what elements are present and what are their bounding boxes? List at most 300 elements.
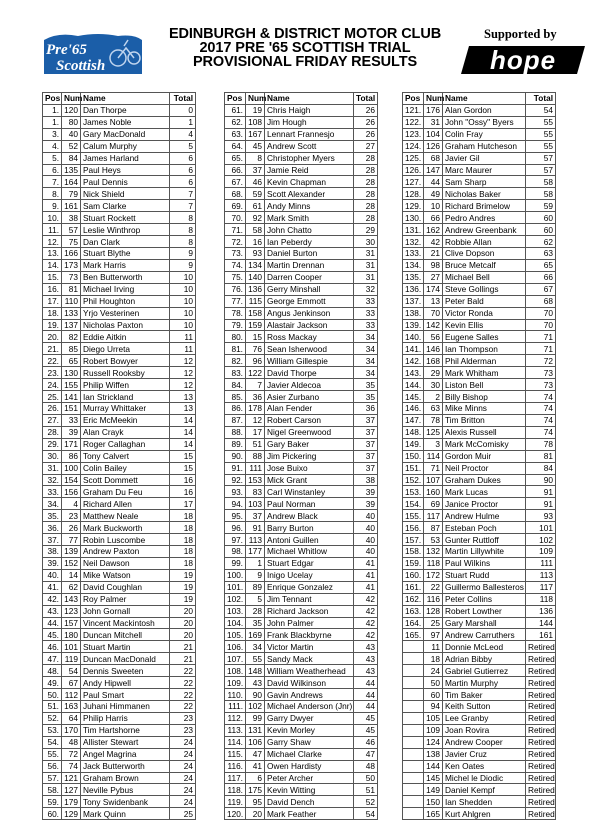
table-row <box>43 784 196 796</box>
rider-name-cell: Jose Buixo <box>265 462 354 474</box>
num-cell: 31 <box>424 116 443 128</box>
rider-name-cell: David Dench <box>265 796 354 808</box>
num-cell: 7 <box>246 379 265 391</box>
table-row <box>225 176 378 188</box>
table-row <box>403 581 556 593</box>
table-row <box>225 712 378 724</box>
table-row <box>43 224 196 236</box>
total-cell: 15 <box>170 450 196 462</box>
rider-name-cell: Stuart Martin <box>81 641 170 653</box>
table-row <box>225 629 378 641</box>
pos-cell: 69. <box>225 200 246 212</box>
rider-name-cell: Esteban Poch <box>443 522 526 534</box>
num-cell: 44 <box>424 176 443 188</box>
rider-name-cell: Robert Bowyer <box>81 355 170 367</box>
pos-cell: 97. <box>225 534 246 546</box>
num-cell: 9 <box>246 569 265 581</box>
table-row <box>403 426 556 438</box>
table-header-row <box>225 93 378 105</box>
pos-cell: 81. <box>225 343 246 355</box>
rider-name-cell: Jim Hough <box>265 116 354 128</box>
results-table-body <box>43 104 196 819</box>
table-row <box>225 188 378 200</box>
table-row <box>403 498 556 510</box>
num-cell: 152 <box>62 557 81 569</box>
col-header-total: Total <box>354 93 378 105</box>
num-cell: 100 <box>62 462 81 474</box>
table-row <box>43 271 196 283</box>
rider-name-cell: Graham Brown <box>81 772 170 784</box>
table-row <box>403 450 556 462</box>
results-table-body <box>225 104 378 819</box>
rider-name-cell: Kurt Ahlgren <box>443 808 526 820</box>
total-cell: 20 <box>170 629 196 641</box>
rider-name-cell: Ian Thompson <box>443 343 526 355</box>
table-row <box>225 701 378 713</box>
table-row <box>403 665 556 677</box>
rider-name-cell: Dan Clark <box>81 236 170 248</box>
num-cell: 140 <box>246 271 265 283</box>
pos-cell: 142. <box>403 355 424 367</box>
table-row <box>43 116 196 128</box>
num-cell: 145 <box>424 772 443 784</box>
table-row <box>403 724 556 736</box>
total-cell: 33 <box>354 295 378 307</box>
num-cell: 13 <box>424 295 443 307</box>
col-header-num: Num <box>246 93 265 105</box>
table-row <box>225 367 378 379</box>
table-row <box>403 438 556 450</box>
total-cell: 111 <box>526 557 556 569</box>
total-cell: 24 <box>170 748 196 760</box>
pos-cell: 46. <box>43 641 62 653</box>
rider-name-cell: Peter Archer <box>265 772 354 784</box>
total-cell: 39 <box>354 498 378 510</box>
total-cell: 102 <box>526 534 556 546</box>
rider-name-cell: Christopher Myers <box>265 152 354 164</box>
pos-cell: 86. <box>225 402 246 414</box>
pos-cell: 110. <box>225 689 246 701</box>
pos-cell: 30. <box>43 450 62 462</box>
pos-cell <box>403 724 424 736</box>
rider-name-cell: Nicholas Paxton <box>81 319 170 331</box>
num-cell: 118 <box>424 557 443 569</box>
pos-cell: 119. <box>225 796 246 808</box>
total-cell: Retired <box>526 701 556 713</box>
table-row <box>403 522 556 534</box>
num-cell: 164 <box>62 176 81 188</box>
rider-name-cell: Ross Mackay <box>265 331 354 343</box>
table-row <box>403 402 556 414</box>
num-cell: 47 <box>246 748 265 760</box>
rider-name-cell: Javier Cruz <box>443 748 526 760</box>
num-cell: 120 <box>62 104 81 116</box>
rider-name-cell: Russell Rooksby <box>81 367 170 379</box>
num-cell: 5 <box>246 593 265 605</box>
total-cell: 9 <box>170 259 196 271</box>
table-row <box>225 164 378 176</box>
rider-name-cell: Sean Isherwood <box>265 343 354 355</box>
rider-name-cell: Tim Hartshorne <box>81 724 170 736</box>
table-row <box>43 379 196 391</box>
num-cell: 71 <box>424 462 443 474</box>
total-cell: 9 <box>170 247 196 259</box>
results-table-3 <box>402 92 556 820</box>
num-cell: 167 <box>246 128 265 140</box>
num-cell: 3 <box>424 438 443 450</box>
rider-name-cell: Yrjo Vesterinen <box>81 307 170 319</box>
total-cell: 20 <box>170 605 196 617</box>
table-row <box>403 176 556 188</box>
rider-name-cell: Nigel Greenwood <box>265 426 354 438</box>
total-cell: 31 <box>354 271 378 283</box>
table-row <box>43 772 196 784</box>
table-row <box>225 402 378 414</box>
rider-name-cell: Nicholas Baker <box>443 188 526 200</box>
table-row <box>403 760 556 772</box>
table-row <box>403 355 556 367</box>
table-row <box>43 510 196 522</box>
rider-name-cell: Billy Bishop <box>443 391 526 403</box>
pos-cell: 25. <box>43 391 62 403</box>
num-cell: 4 <box>62 498 81 510</box>
col-header-num: Num <box>424 93 443 105</box>
rider-name-cell: Martin Murphy <box>443 677 526 689</box>
pos-cell: 61. <box>225 104 246 116</box>
rider-name-cell: Kevin Morley <box>265 724 354 736</box>
total-cell: 31 <box>354 247 378 259</box>
total-cell: 41 <box>354 581 378 593</box>
table-row <box>43 546 196 558</box>
num-cell: 124 <box>424 736 443 748</box>
pos-cell: 38. <box>43 546 62 558</box>
pos-cell: 23. <box>43 367 62 379</box>
total-cell: 10 <box>170 295 196 307</box>
rider-name-cell: Gary MacDonald <box>81 128 170 140</box>
rider-name-cell: Garry Dwyer <box>265 712 354 724</box>
total-cell: 12 <box>170 379 196 391</box>
total-cell: 60 <box>526 212 556 224</box>
num-cell: 37 <box>246 510 265 522</box>
total-cell: 14 <box>170 438 196 450</box>
table-row <box>225 438 378 450</box>
pos-cell: 104. <box>225 617 246 629</box>
num-cell: 90 <box>246 689 265 701</box>
pos-cell: 163. <box>403 605 424 617</box>
pos-cell: 19. <box>43 319 62 331</box>
pos-cell: 141. <box>403 343 424 355</box>
rider-name-cell: Mark Smith <box>265 212 354 224</box>
pos-cell: 57. <box>43 772 62 784</box>
rider-name-cell: Mick Grant <box>265 474 354 486</box>
total-cell: 113 <box>526 569 556 581</box>
rider-name-cell: Sandy Mack <box>265 653 354 665</box>
table-row <box>225 295 378 307</box>
pos-cell: 137. <box>403 295 424 307</box>
rider-name-cell: Ben Butterworth <box>81 271 170 283</box>
table-row <box>225 474 378 486</box>
rider-name-cell: Robert Lowther <box>443 605 526 617</box>
rider-name-cell: David Coughlan <box>81 581 170 593</box>
rider-name-cell: Eric McMeekin <box>81 414 170 426</box>
num-cell: 83 <box>246 486 265 498</box>
num-cell: 97 <box>424 629 443 641</box>
col-header-pos: Pos <box>225 93 246 105</box>
table-row <box>43 402 196 414</box>
num-cell: 78 <box>424 414 443 426</box>
num-cell: 48 <box>62 736 81 748</box>
total-cell: 6 <box>170 176 196 188</box>
sponsor-label: Supported by <box>484 27 557 41</box>
pos-cell <box>403 689 424 701</box>
num-cell: 88 <box>246 450 265 462</box>
table-row <box>43 176 196 188</box>
pos-cell: 130. <box>403 212 424 224</box>
pos-cell: 60. <box>43 808 62 820</box>
pos-cell: 53. <box>43 724 62 736</box>
total-cell: 47 <box>354 748 378 760</box>
pos-cell: 146. <box>403 402 424 414</box>
num-cell: 113 <box>246 534 265 546</box>
rider-name-cell: Mark Buckworth <box>81 522 170 534</box>
rider-name-cell: Andrew Paxton <box>81 546 170 558</box>
table-row <box>43 665 196 677</box>
pos-cell: 159. <box>403 557 424 569</box>
pos-cell: 51. <box>43 701 62 713</box>
num-cell: 94 <box>424 701 443 713</box>
table-row <box>403 748 556 760</box>
rider-name-cell: Nick Shield <box>81 188 170 200</box>
hope-brand-logo <box>461 45 585 75</box>
pos-cell: 79. <box>225 319 246 331</box>
total-cell: 6 <box>170 152 196 164</box>
num-cell: 52 <box>62 140 81 152</box>
total-cell: 18 <box>170 510 196 522</box>
num-cell: 80 <box>62 116 81 128</box>
num-cell: 165 <box>424 808 443 820</box>
num-cell: 57 <box>62 224 81 236</box>
num-cell: 119 <box>62 653 81 665</box>
pos-cell: 131. <box>403 224 424 236</box>
rider-name-cell: Richard Allen <box>81 498 170 510</box>
table-row <box>403 152 556 164</box>
rider-name-cell: Paul Heys <box>81 164 170 176</box>
rider-name-cell: Javier Aldecoa <box>265 379 354 391</box>
total-cell: 109 <box>526 546 556 558</box>
num-cell: 85 <box>62 343 81 355</box>
total-cell: 36 <box>354 402 378 414</box>
rider-name-cell: Michel le Diodic <box>443 772 526 784</box>
pos-cell: 6. <box>43 164 62 176</box>
table-row <box>43 152 196 164</box>
rider-name-cell: Murray Whittaker <box>81 402 170 414</box>
num-cell: 114 <box>424 450 443 462</box>
total-cell: 19 <box>170 593 196 605</box>
total-cell: 25 <box>170 808 196 820</box>
num-cell: 62 <box>62 581 81 593</box>
rider-name-cell: Gordon Muir <box>443 450 526 462</box>
table-row <box>225 224 378 236</box>
table-row <box>225 343 378 355</box>
num-cell: 2 <box>424 391 443 403</box>
num-cell: 54 <box>62 665 81 677</box>
total-cell: 8 <box>170 212 196 224</box>
pos-cell: 84. <box>225 379 246 391</box>
total-cell: 118 <box>526 593 556 605</box>
pos-cell: 160. <box>403 569 424 581</box>
pos-cell: 87. <box>225 414 246 426</box>
rider-name-cell: Michael Anderson (Jnr) <box>265 701 354 713</box>
num-cell: 180 <box>62 629 81 641</box>
rider-name-cell: George Emmott <box>265 295 354 307</box>
total-cell: 13 <box>170 402 196 414</box>
total-cell: 91 <box>526 486 556 498</box>
num-cell: 162 <box>424 224 443 236</box>
total-cell: 84 <box>526 462 556 474</box>
total-cell: 40 <box>354 522 378 534</box>
pos-cell: 27. <box>43 414 62 426</box>
total-cell: 74 <box>526 391 556 403</box>
total-cell: 40 <box>354 546 378 558</box>
total-cell: 57 <box>526 152 556 164</box>
rider-name-cell: Mark Quinn <box>81 808 170 820</box>
num-cell: 129 <box>62 808 81 820</box>
num-cell: 82 <box>62 331 81 343</box>
table-row <box>403 629 556 641</box>
num-cell: 111 <box>246 462 265 474</box>
total-cell: 21 <box>170 641 196 653</box>
total-cell: 23 <box>170 724 196 736</box>
total-cell: 21 <box>170 653 196 665</box>
pos-cell: 127. <box>403 176 424 188</box>
num-cell: 148 <box>246 665 265 677</box>
pos-cell: 7. <box>43 176 62 188</box>
rider-name-cell: Michael Bell <box>443 271 526 283</box>
total-cell: 117 <box>526 581 556 593</box>
total-cell: 74 <box>526 426 556 438</box>
total-cell: 27 <box>354 140 378 152</box>
rider-name-cell: Stuart Blythe <box>81 247 170 259</box>
title-line-1: EDINBURGH & DISTRICT MOTOR CLUB <box>168 26 442 42</box>
num-cell: 109 <box>424 724 443 736</box>
total-cell: 73 <box>526 379 556 391</box>
total-cell: 20 <box>170 617 196 629</box>
num-cell: 38 <box>62 212 81 224</box>
num-cell: 68 <box>424 152 443 164</box>
table-row <box>403 796 556 808</box>
total-cell: 44 <box>354 701 378 713</box>
total-cell: 0 <box>170 104 196 116</box>
pos-cell: 14. <box>43 259 62 271</box>
total-cell: 67 <box>526 283 556 295</box>
title-line-2: 2017 PRE '65 SCOTTISH TRIAL <box>199 40 411 56</box>
pos-cell <box>403 677 424 689</box>
table-row <box>403 283 556 295</box>
pos-cell: 157. <box>403 534 424 546</box>
col-header-name: Name <box>81 93 170 105</box>
total-cell: 12 <box>170 367 196 379</box>
pos-cell: 153. <box>403 486 424 498</box>
table-row <box>403 331 556 343</box>
table-row <box>225 581 378 593</box>
table-row <box>43 247 196 259</box>
pos-cell: 113. <box>225 724 246 736</box>
num-cell: 18 <box>424 653 443 665</box>
pos-cell: 100. <box>225 569 246 581</box>
num-cell: 50 <box>424 677 443 689</box>
rider-name-cell: Donnie McLeod <box>443 641 526 653</box>
pos-cell: 122. <box>403 116 424 128</box>
table-row <box>225 724 378 736</box>
table-header-row <box>403 93 556 105</box>
logo-text-line1: Pre'65 <box>46 42 87 58</box>
pos-cell: 118. <box>225 784 246 796</box>
rider-name-cell: John Palmer <box>265 617 354 629</box>
table-row <box>43 522 196 534</box>
rider-name-cell: Mark McComisky <box>443 438 526 450</box>
total-cell: 136 <box>526 605 556 617</box>
num-cell: 41 <box>246 760 265 772</box>
rider-name-cell: Alastair Jackson <box>265 319 354 331</box>
table-row <box>225 546 378 558</box>
table-row <box>225 128 378 140</box>
table-row <box>403 712 556 724</box>
table-row <box>225 784 378 796</box>
table-row <box>403 808 556 820</box>
table-row <box>403 677 556 689</box>
pos-cell: 12. <box>43 236 62 248</box>
pos-cell: 151. <box>403 462 424 474</box>
total-cell: 90 <box>526 474 556 486</box>
table-row <box>403 212 556 224</box>
rider-name-cell: Dennis Sweeten <box>81 665 170 677</box>
total-cell: 28 <box>354 164 378 176</box>
total-cell: 7 <box>170 200 196 212</box>
rider-name-cell: Sam Clarke <box>81 200 170 212</box>
pos-cell: 31. <box>43 462 62 474</box>
pos-cell: 29. <box>43 438 62 450</box>
table-row <box>225 760 378 772</box>
pos-cell: 165. <box>403 629 424 641</box>
rider-name-cell: Paul Smart <box>81 689 170 701</box>
rider-name-cell: Phil Houghton <box>81 295 170 307</box>
num-cell: 28 <box>246 605 265 617</box>
total-cell: 24 <box>170 736 196 748</box>
num-cell: 178 <box>246 402 265 414</box>
num-cell: 175 <box>246 784 265 796</box>
num-cell: 86 <box>62 450 81 462</box>
total-cell: 74 <box>526 414 556 426</box>
rider-name-cell: Alexis Russell <box>443 426 526 438</box>
rider-name-cell: Jack Butterworth <box>81 760 170 772</box>
table-row <box>403 486 556 498</box>
pos-cell: 39. <box>43 557 62 569</box>
pos-cell <box>403 712 424 724</box>
num-cell: 53 <box>424 534 443 546</box>
table-row <box>225 569 378 581</box>
total-cell: 57 <box>526 164 556 176</box>
pos-cell: 50. <box>43 689 62 701</box>
pos-cell: 58. <box>43 784 62 796</box>
table-row <box>403 271 556 283</box>
total-cell: 5 <box>170 140 196 152</box>
total-cell: 22 <box>170 701 196 713</box>
col-header-total: Total <box>170 93 196 105</box>
total-cell: Retired <box>526 760 556 772</box>
num-cell: 105 <box>424 712 443 724</box>
total-cell: 16 <box>170 486 196 498</box>
logo-text-line2: Scottish <box>56 58 106 74</box>
